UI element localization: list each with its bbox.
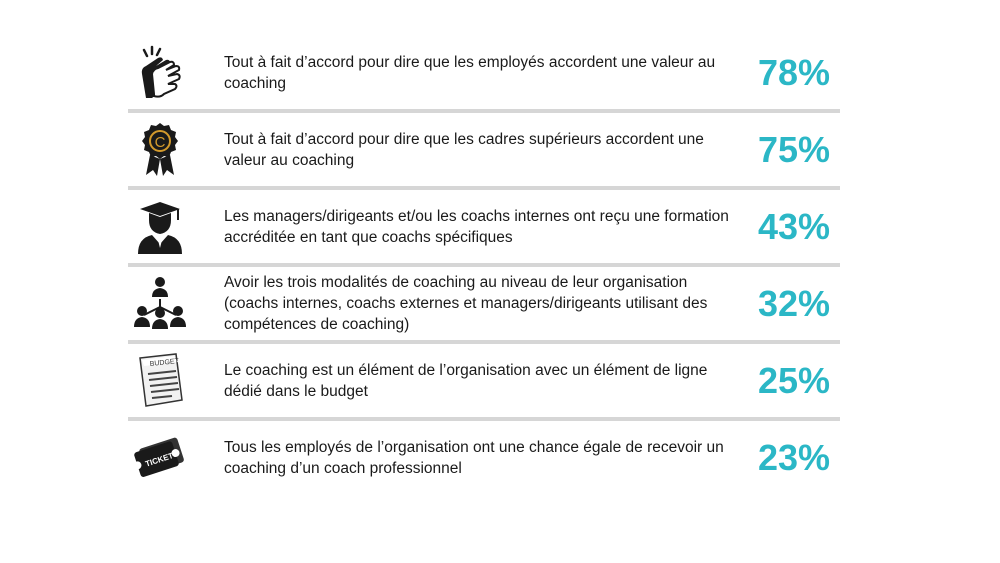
stats-list (128, 36, 840, 494)
list-item (128, 190, 840, 263)
item-text: Tous les employés de l’organisation ont une chance égale de recevoir un coaching d’un coach professionnel (224, 438, 724, 477)
item-text: Tout à fait d’accord pour dire que les cadres supérieurs accordent une valeur au coaching (224, 130, 704, 169)
list-item (128, 421, 840, 494)
list-item (128, 344, 840, 417)
item-percent: 78% (757, 51, 830, 93)
list-item (128, 267, 840, 340)
item-percent: 23% (757, 436, 830, 478)
svg-text:C: C (154, 134, 166, 151)
list-item (128, 113, 840, 186)
item-text: Tout à fait d’accord pour dire que les employés accordent une valeur au coaching (224, 53, 716, 92)
item-percent: 43% (757, 205, 830, 247)
item-text: Le coaching est un élément de l’organisation avec un élément de ligne dédié dans le budget (224, 361, 708, 400)
budget-document-icon (132, 352, 188, 408)
graduate-icon (132, 198, 188, 254)
ticket-icon (132, 429, 188, 485)
item-percent: 25% (757, 359, 830, 401)
award-ribbon-icon (132, 121, 188, 177)
team-network-icon (132, 275, 188, 331)
item-percent: 75% (757, 128, 830, 170)
item-text: Les managers/dirigeants et/ou les coachs internes ont reçu une formation accréditée en tant que coachs spécifiques (224, 207, 729, 246)
item-percent: 32% (757, 282, 830, 324)
item-text: Avoir les trois modalités de coaching au niveau de leur organisation (coachs internes, coachs externes et managers/dirigeants utilisant des compétences de coaching) (224, 274, 708, 333)
budget-label: BUDGET (149, 357, 180, 368)
list-item (128, 36, 840, 109)
clapping-hands-icon (132, 44, 188, 100)
ticket-label: TICKET (144, 451, 175, 469)
